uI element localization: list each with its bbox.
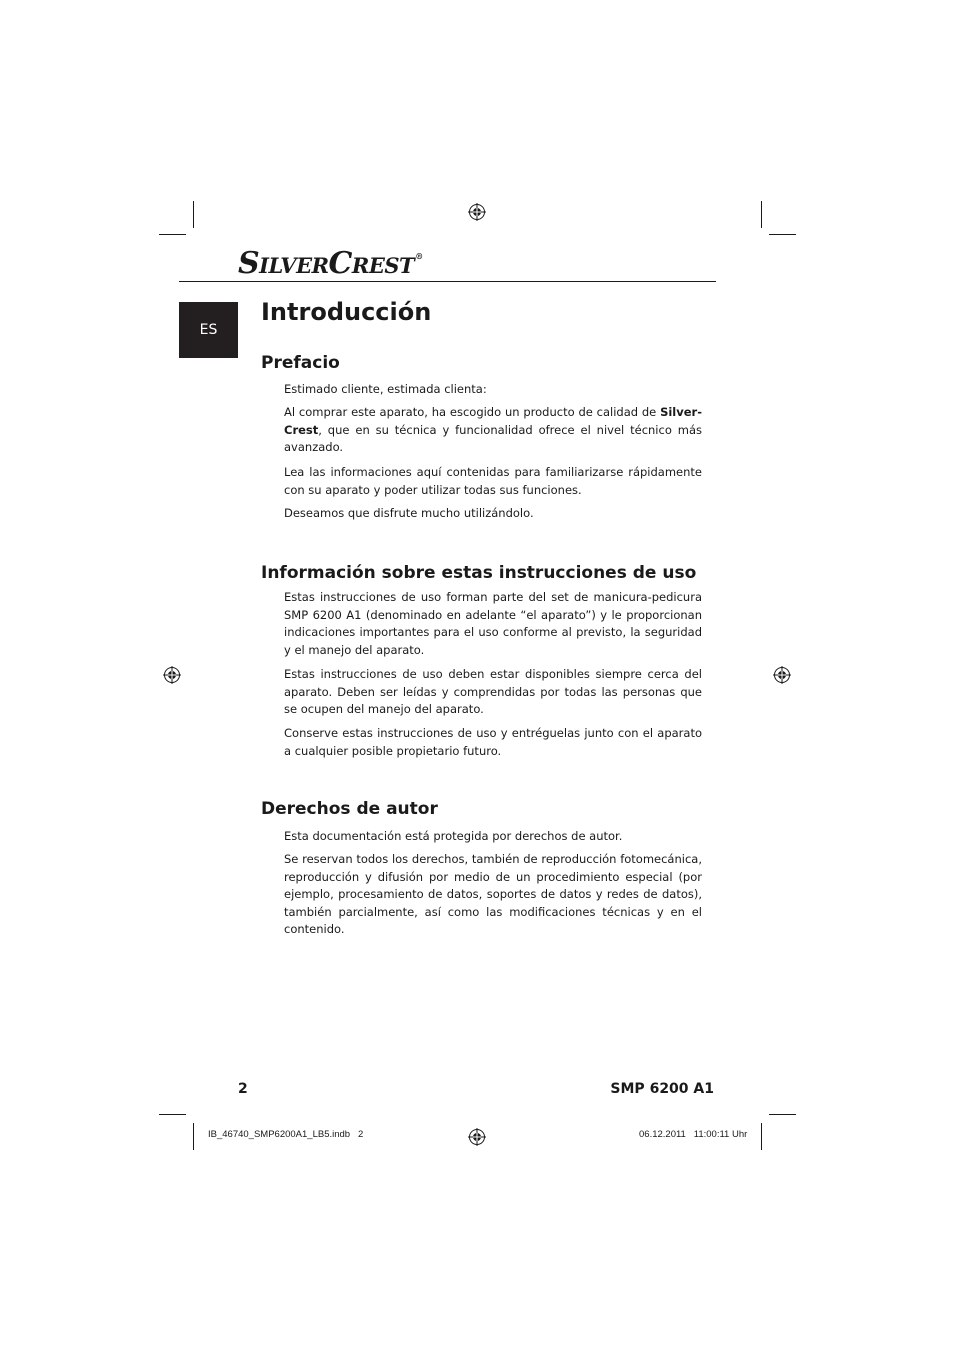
registration-mark-icon bbox=[163, 666, 181, 684]
section-heading: Prefacio bbox=[261, 353, 340, 373]
crop-mark bbox=[769, 1114, 796, 1115]
crop-mark bbox=[193, 201, 194, 228]
crop-mark bbox=[769, 234, 796, 235]
print-slug-date: 06.12.2011 11:00:11 Uhr bbox=[639, 1129, 748, 1140]
crop-mark bbox=[159, 234, 186, 235]
paragraph: Lea las informaciones aquí contenidas para familiarizarse rápidamente con su aparato y poder utilizar todas sus funciones. bbox=[284, 465, 702, 497]
paragraph: Esta documentación está protegida por derechos de autor. bbox=[284, 829, 623, 843]
crop-mark bbox=[761, 201, 762, 228]
print-slug-file: IB_46740_SMP6200A1_LB5.indb 2 bbox=[208, 1129, 364, 1140]
crop-mark bbox=[761, 1123, 762, 1150]
paragraph: Se reservan todos los derechos, también de reproducción fotomecánica, reproducción y difusión por medio de un procedimiento especial (por ejemplo, procesamiento de datos, soportes de datos y redes de datos), también parcialmente, así como las modificaciones técnicas y en el contenido. bbox=[284, 852, 702, 937]
paragraph: Conserve estas instrucciones de uso y entréguelas junto con el aparato a cualquier posible propietario futuro. bbox=[284, 726, 702, 758]
crop-mark bbox=[159, 1114, 186, 1115]
section-heading: Información sobre estas instrucciones de uso bbox=[261, 563, 697, 583]
paragraph: Estas instrucciones de uso forman parte del set de manicura-pedicura SMP 6200 A1 (denominado en adelante “el aparato”) y le proporcionan indicaciones importantes para el uso conforme al previsto, la seguridad y el manejo del aparato. bbox=[284, 590, 702, 657]
registration-mark-icon bbox=[773, 666, 791, 684]
paragraph: Al comprar este aparato, ha escogido un producto de calidad de SilverCrest, que en su técnica y funcionalidad ofrece el nivel técnico más avanzado. bbox=[284, 405, 702, 455]
brand-logo: SILVERCREST® bbox=[238, 246, 423, 281]
paragraph: Deseamos que disfrute mucho utilizándolo. bbox=[284, 506, 534, 520]
section-heading: Derechos de autor bbox=[261, 799, 438, 819]
paragraph: Estas instrucciones de uso deben estar disponibles siempre cerca del aparato. Deben ser leídas y comprendidas por todas las personas que se ocupen del manejo del aparato. bbox=[284, 667, 702, 717]
paragraph: Estimado cliente, estimada clienta: bbox=[284, 382, 487, 396]
language-tab: ES bbox=[179, 302, 238, 358]
page-number: 2 bbox=[238, 1081, 248, 1097]
header-rule bbox=[179, 281, 716, 282]
registration-mark-icon bbox=[468, 203, 486, 221]
crop-mark bbox=[193, 1123, 194, 1150]
registration-mark-icon bbox=[468, 1128, 486, 1146]
page-title: Introducción bbox=[261, 298, 432, 326]
model-number: SMP 6200 A1 bbox=[610, 1081, 714, 1097]
